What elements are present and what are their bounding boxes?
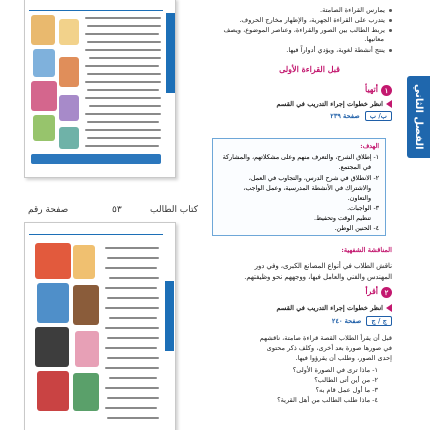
page-number: ٢٣٩: [330, 112, 341, 120]
goal-line: والاشتراك في الأنشطة المدرسية، وعمل الواجب،: [243, 185, 371, 192]
objective-line: يمارس القراءة الصامتة.: [320, 6, 392, 14]
cartoon-figure: [59, 127, 79, 149]
objective-line: يربط الطالب بين الصور والقراءة، وعناصر الموضوع، ويصف: [223, 26, 392, 34]
chapter-side-tab-label: الفصل الثاني: [413, 84, 424, 150]
thumbnail-side-strip: [165, 281, 174, 351]
reading-instruction-line: قبل أن يقرأ الطلاب القصة قراءة صامتة، ناقشهم: [259, 334, 392, 342]
comic-figure: [37, 283, 69, 323]
goal-line: تنظيم الوقت وتحفيظ.: [314, 215, 371, 222]
thumbnail-footer-bar: [31, 154, 161, 164]
cartoon-figure: [59, 57, 79, 87]
pointer-icon: [386, 100, 392, 108]
step-number-badge: ١: [381, 85, 392, 96]
objective-line: ينتج أنشطة لغوية، ويؤدي أدواراً فيها.: [286, 46, 392, 54]
step-two-label: أقرأ: [365, 286, 378, 296]
question-line: ٣- ما أول عمل قام به؟: [315, 386, 378, 394]
comic-figure: [73, 285, 99, 325]
goal-line: والتعاون.: [347, 195, 371, 202]
objective-line: معانيها.: [364, 35, 384, 43]
page-number: ٢٤٠: [331, 317, 343, 325]
goal-line: ٢- الانطلاق في شرح الدرس، والتجاوب في العمل،: [248, 175, 379, 182]
cartoon-figure: [31, 81, 57, 111]
cartoon-figure: [59, 95, 79, 121]
objective-line: يتدرب على القراءة الجهرية، والإظهار مخارج الحروف.: [239, 16, 392, 24]
question-line: ٤- ماذا طلب الطالب من أهل القرية؟: [277, 396, 378, 404]
thumbnail-caption-left: كتاب الطالب: [150, 205, 199, 215]
step-one-instruction: انظر خطوات إجراء التدريب في القسم: [277, 100, 392, 108]
step-two-page-reference[interactable]: ج / ج صفحة ٢٤٠: [332, 316, 392, 326]
cartoon-figure: [33, 49, 55, 77]
discussion-line: المهندس والفني والعامل فيها، ووجههم نحو وظيفتهم.: [244, 273, 392, 281]
step-one-page-reference[interactable]: ب/ ب صفحة ٢٣٩: [330, 111, 392, 121]
cartoon-figure: [33, 115, 55, 141]
thumbnail-caption-right: صفحة رقم: [28, 205, 69, 215]
thumbnail-header: [29, 227, 163, 235]
question-line: ٢- من أين أتى الطالب؟: [314, 376, 378, 384]
comic-figure: [35, 327, 69, 367]
discussion-line: ناقش الطلاب في أنواع المصانع الكبرى، وفي دور: [254, 262, 392, 270]
goal-line: ٤- الحنين الوطن.: [334, 225, 379, 232]
student-book-page-thumbnail-top: [24, 0, 176, 178]
thumbnail-caption-page: ٥٣: [112, 205, 122, 215]
step-one-heading: [365, 84, 392, 96]
goal-heading: الهدف:: [360, 143, 379, 150]
step-two-instruction: انظر خطوات إجراء التدريب في القسم: [277, 304, 392, 312]
page-code-box: ب/ ب: [365, 111, 392, 121]
chapter-side-tab[interactable]: [407, 76, 430, 158]
question-line: ١- ماذا ترى في الصورة الأولى؟: [292, 366, 378, 374]
step-number-badge: ٢: [381, 287, 392, 298]
section-title: قبل القراءة الأولى: [279, 64, 340, 74]
comic-figure: [73, 245, 95, 279]
page-code-box: ج / ج: [366, 316, 392, 326]
goal-line: ١- إطلاق الشرح، والتعرف منهم وعلى مشكلاتهم، والمشاركة: [222, 154, 379, 161]
reading-instruction-line: في صورها صورة بعد أخرى، وكلف ذكر محتوى: [266, 344, 392, 352]
comic-figure: [75, 331, 99, 367]
pointer-icon: [386, 304, 392, 312]
comic-figure: [73, 373, 99, 411]
step-two-heading: [365, 286, 392, 298]
student-book-page-thumbnail-bottom: [24, 222, 176, 430]
reading-instruction-line: إحدى الصور، وطلب أن يقرؤوا فيها.: [295, 354, 392, 362]
cartoon-figure: [59, 19, 79, 45]
goal-box: [212, 138, 386, 236]
thumbnail-side-strip: [166, 13, 175, 93]
goal-line: في المجتمع.: [338, 164, 371, 171]
cartoon-figure: [31, 15, 55, 45]
comic-figure: [37, 371, 69, 411]
comic-figure: [35, 243, 71, 279]
thumbnail-header: [29, 3, 163, 11]
goal-line: ٣- الواجبات.: [347, 205, 379, 212]
discussion-title: المناقشة الشفهية:: [341, 246, 392, 254]
step-one-label: أتهيأ: [365, 84, 378, 94]
